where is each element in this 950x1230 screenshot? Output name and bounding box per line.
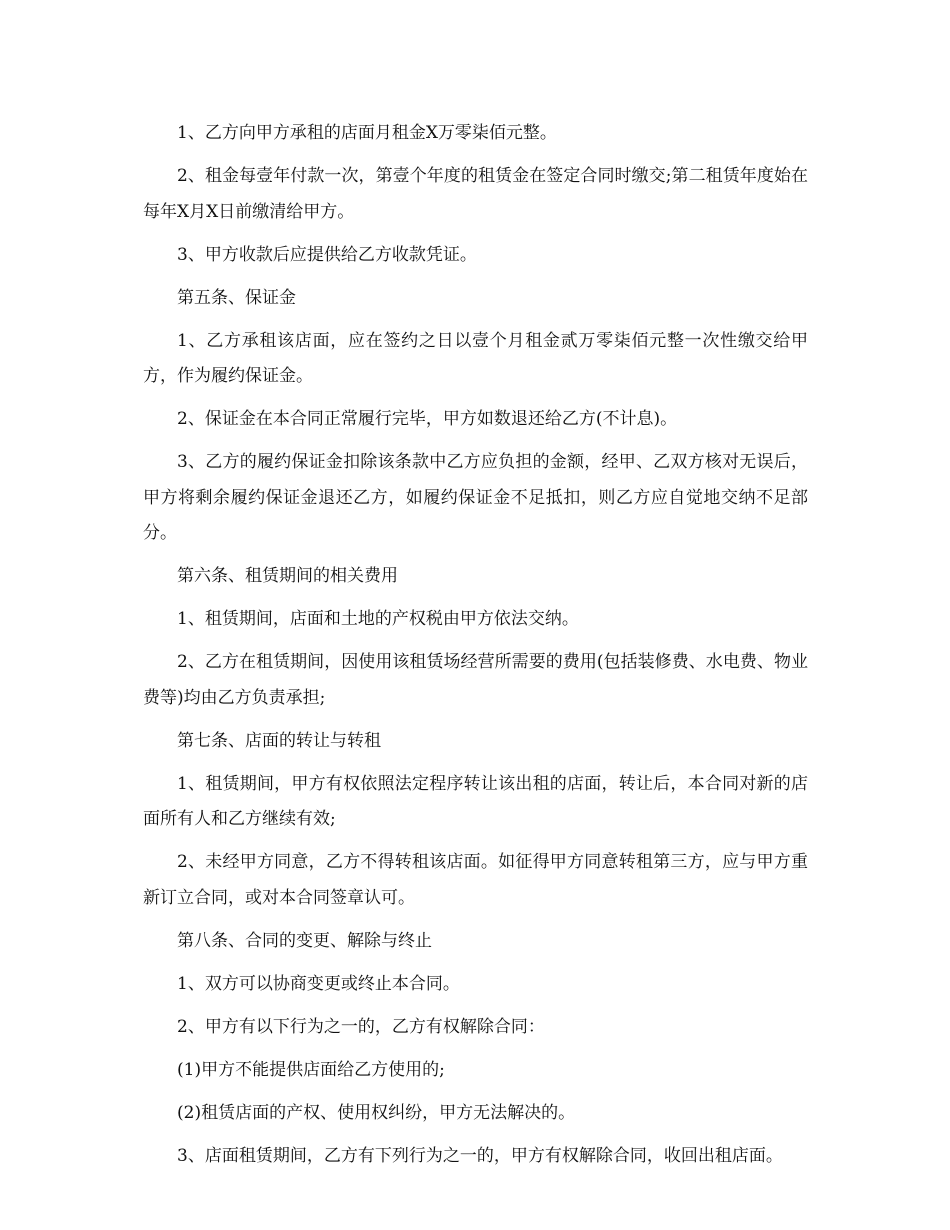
clause-8-sub-item-2: (2)租赁店面的产权、使用权纠纷，甲方无法解决的。: [177, 1102, 576, 1123]
clause-6-heading: 第六条、租赁期间的相关费用: [177, 566, 398, 586]
clause-7-heading: 第七条、店面的转让与转租: [177, 730, 381, 751]
clause-5-item-1: 1、乙方承租该店面，应在签约之日以壹个月租金贰万零柒佰元整一次性缴交给甲方，作为履约保证金。: [143, 330, 808, 386]
clause-8-item-2: 2、甲方有以下行为之一的，乙方有权解除合同：: [177, 1016, 545, 1037]
clause-6-item-2: 2、乙方在租赁期间，因使用该租赁场经营所需要的费用(包括装修费、水电费、物业费等)均由乙方负责承担;: [143, 652, 808, 708]
clause-8-heading: 第八条、合同的变更、解除与终止: [177, 930, 432, 951]
clause-8-item-1: 1、双方可以协商变更或终止本合同。: [177, 973, 460, 994]
clause-5-item-2: 2、保证金在本合同正常履行完毕，甲方如数退还给乙方(不计息)。: [177, 409, 678, 429]
clause-7-item-1: 1、租赁期间，甲方有权依照法定程序转让该出租的店面，转让后，本合同对新的店面所有人和乙方继续有效;: [143, 773, 808, 829]
clause-4-item-3: 3、甲方收款后应提供给乙方收款凭证。: [177, 244, 477, 265]
clause-5-item-3: 3、乙方的履约保证金扣除该条款中乙方应负担的金额，经甲、乙双方核对无误后，甲方将剩余履约保证金退还乙方，如履约保证金不足抵扣，则乙方应自觉地交纳不足部分。: [143, 452, 808, 543]
clause-4-item-1: 1、乙方向甲方承租的店面月租金X万零柒佰元整。: [177, 123, 557, 143]
clause-7-item-2: 2、未经甲方同意，乙方不得转租该店面。如征得甲方同意转租第三方，应与甲方重新订立合同，或对本合同签章认可。: [143, 852, 808, 908]
document-page: [143, 116, 808, 1182]
clause-6-item-1: 1、租赁期间，店面和土地的产权税由甲方依法交纳。: [177, 609, 579, 629]
clause-5-heading: 第五条、保证金: [177, 287, 296, 308]
clause-8-item-3: 3、店面租赁期间，乙方有下列行为之一的，甲方有权解除合同，收回出租店面。: [177, 1145, 783, 1166]
clause-4-item-2: 2、租金每壹年付款一次，第壹个年度的租赁金在签定合同时缴交;第二租赁年度始在每年X月X日前缴清给甲方。: [143, 166, 808, 222]
clause-8-sub-item-1: (1)甲方不能提供店面给乙方使用的;: [177, 1059, 445, 1080]
